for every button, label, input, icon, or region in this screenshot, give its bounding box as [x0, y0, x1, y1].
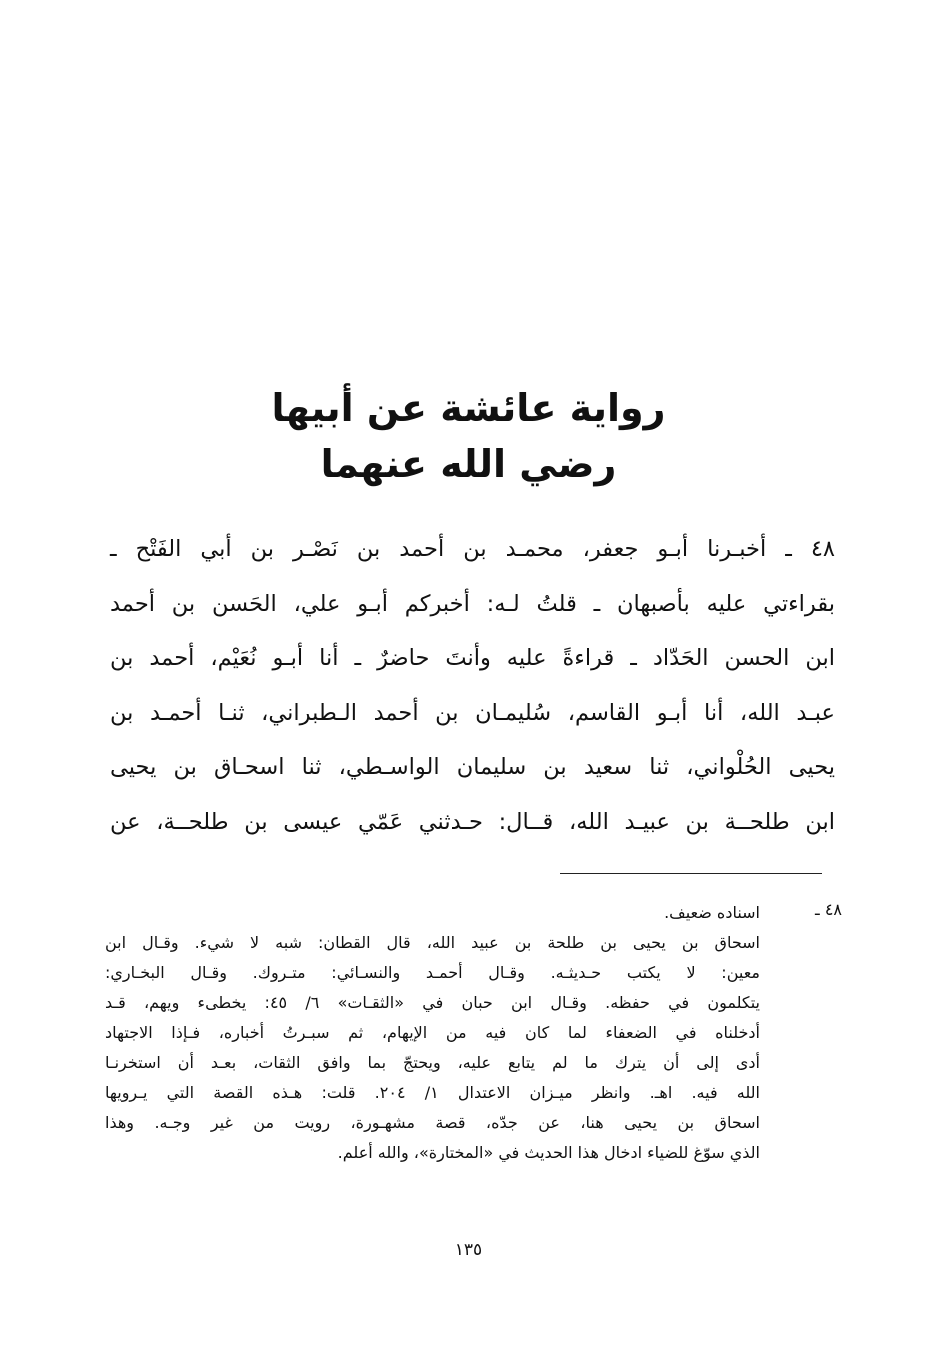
body-line: بقراءتي عليه بأصبهان ـ قلتُ لـه: أخبركم أبـو علي، الحَسن بن أحمد: [110, 590, 835, 617]
footnote-line: أدخلناه في الضعفاء لما كان فيه من الإيهام، ثم سبـرتُ أخباره، فـإذا الاجتهاد: [105, 1023, 760, 1042]
footnote-line: الله فيه. اهـ. وانظر ميـزان الاعتدال ١/ ٢٠٤. قلت: هـذه القصة التي يـرويها: [105, 1083, 760, 1102]
heading-line-2: رضي الله عنهما: [320, 442, 617, 486]
body-line: عبـد الله، أنا أبـو القاسم، سُليمـان بن أحمد الـطبراني، ثنـا أحمـد بن: [110, 699, 835, 726]
footnote-number: ٤٨ ـ: [815, 900, 842, 919]
footnote-line: اسحاق بن يحيى هنا، عن جدّه، قصة مشهـورة، رويت من غير وجـه. وهذا: [105, 1113, 760, 1132]
body-line: ابن الحسن الحَدّاد ـ قراءةً عليه وأنتَ حاضرٌ ـ أنا أبـو نُعَيْم، أحمد بن: [110, 645, 835, 671]
footnote-line: اسحاق بن يحيى بن طلحة بن عبيد الله، قال القطان: شبه لا شيء. وقـال ابن: [105, 933, 760, 952]
chapter-heading: [0, 380, 937, 492]
body-line: ابن طلحــة بن عبيـد الله، قــال: حـدثني عَمّي عيسى بن طلحــة، عن: [110, 808, 835, 835]
footnote-line: اسناده ضعيف.: [664, 903, 760, 922]
footnote-line: يتكلمون في حفظه. وقـال ابن حبان في «الثقـات» ٦/ ٤٥: يخطىء ويهم، قـد: [105, 993, 760, 1012]
body-line: ٤٨ ـ أخبـرنا أبـو جعفر، محمـد بن أحمد بن نَصْـر بن أبي الفَتْح ـ: [110, 536, 835, 562]
footnote-divider: [560, 873, 822, 874]
footnote-line: معين: لا يكتب حـديثـه. وقـال أحمـد والنسـائي: متـروك. وقـال البخـاري:: [105, 963, 760, 982]
heading-line-1: رواية عائشة عن أبيها: [271, 386, 666, 430]
hadith-body: [110, 522, 835, 849]
footnote-line: الذي سوّغ للضياء ادخال هذا الحديث في «المختارة»، والله أعلم.: [337, 1143, 760, 1162]
footnote-line: أدى إلى أن يترك ما لم يتابع عليه، ويحتجّ بما وافق الثقات، بعـد أن استخرنـا: [105, 1053, 760, 1072]
body-line: يحيى الحُلْواني، ثنا سعيد بن سليمان الواسـطي، ثنا اسحـاق بن يحيى: [110, 754, 835, 780]
page-number: ١٣٥: [454, 1240, 483, 1260]
footnote: [105, 898, 760, 1168]
